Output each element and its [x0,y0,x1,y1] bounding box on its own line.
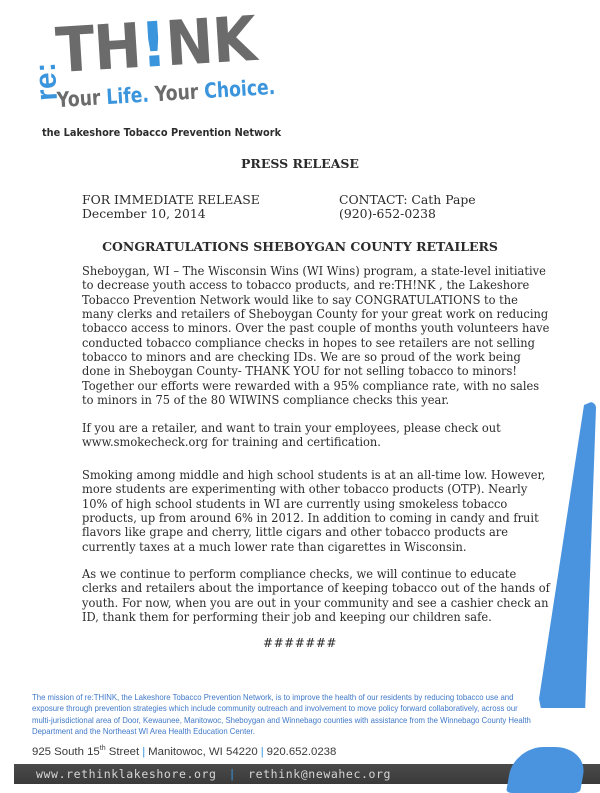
tagline-life: Life. [105,82,150,110]
separator: | [260,745,264,758]
paragraph-training: If you are a retailer, and want to train your employees, please check out www.smokecheck.org for training and certification. [82,421,501,450]
release-info [82,193,260,222]
logo-word-end: NK [163,2,258,81]
address-phone: 920.652.0238 [266,745,337,758]
headline: CONGRATULATIONS SHEBOYGAN COUNTY RETAILERS [102,239,498,254]
logo-exclamation: ! [138,7,168,82]
address-street: 925 South 15 [32,745,100,758]
footer-address [32,745,336,758]
logo-word-start: TH [53,9,143,88]
email-link[interactable]: rethink@newahec.org [248,767,392,781]
tagline-choice: Choice. [203,74,276,104]
rethink-logo [21,0,276,118]
logo-re-prefix: re: [28,61,64,102]
network-name: the Lakeshore Tobacco Prevention Network [42,127,282,139]
tagline-your-1: Your [56,85,108,113]
end-mark: ####### [263,636,337,650]
paragraph-intro: Sheboygan, WI – The Wisconsin Wins (WI Wins) program, a state-level initiative to decrease youth access to tobacco products, and re:TH!NK , the Lakeshore Tobacco Prevention Network would like to say CONGRATULATIONS to the many clerks and retailers of Sheboygan County for your great work on reducing tobacco access to minors. Over the past couple of months youth volunteers have conducted tobacco compliance checks in hopes to see retailers are not selling tobacco to minors and are checking IDs. We are so proud of the work being done in Sheboygan County- THANK YOU for not selling tobacco to minors! Together our efforts were rewarded with a 95% compliance rate, with no sales to minors in 75 of the 80 WIWINS compliance checks this year. [82,264,550,408]
immediate-release-label: FOR IMMEDIATE RELEASE [82,192,260,207]
separator: | [228,767,237,781]
logo-wordmark [54,4,258,86]
address-city: Manitowoc, WI 54220 [148,745,258,758]
paragraph-closing: As we continue to perform compliance checks, we will continue to educate clerks and retailers about the importance of keeping tobacco out of the hands of youth. For now, when you are out in your community and see a cashier check an ID, thank them for performing their job and keeping our children safe. [82,567,550,625]
press-release-title: PRESS RELEASE [241,156,359,171]
contact-phone: (920)-652-0238 [339,206,436,222]
tagline-your-2: Your [148,79,205,107]
footer-links [36,766,391,782]
contact-info [339,193,476,222]
paragraph-statistics: Smoking among middle and high school students is at an all-time low. However, more students are experimenting with other tobacco products (OTP). Nearly 10% of high school students in WI are currently using smokeless tobacco products, up from around 6% in 2012. In addition to coming in candy and fruit flavors like grape and cherry, little cigars and other tobacco products are currently taxes at a much lower rate than cigarettes in Wisconsin. [82,468,546,554]
website-link[interactable]: www.rethinklakeshore.org [36,767,217,781]
mission-statement: The mission of re:THINK, the Lakeshore Tobacco Prevention Network, is to improve the health of our residents by reducing tobacco use and exposure through prevention strategies which include community outreach and involvement to move policy forward collaboratively, across our multi-jurisdictional area of Door, Kewaunee, Manitowoc, Sheboygan and Winnebago counties with assistance from the Winnebago County Health Department and the Northeast WI Area Health Education Center. [32,693,531,736]
separator: | [142,745,146,758]
exclamation-dot-graphic [506,747,588,793]
release-date: December 10, 2014 [82,206,206,222]
address-suffix: th [99,745,106,752]
address-street-word: Street [105,745,140,758]
contact-name: CONTACT: Cath Pape [339,192,476,207]
